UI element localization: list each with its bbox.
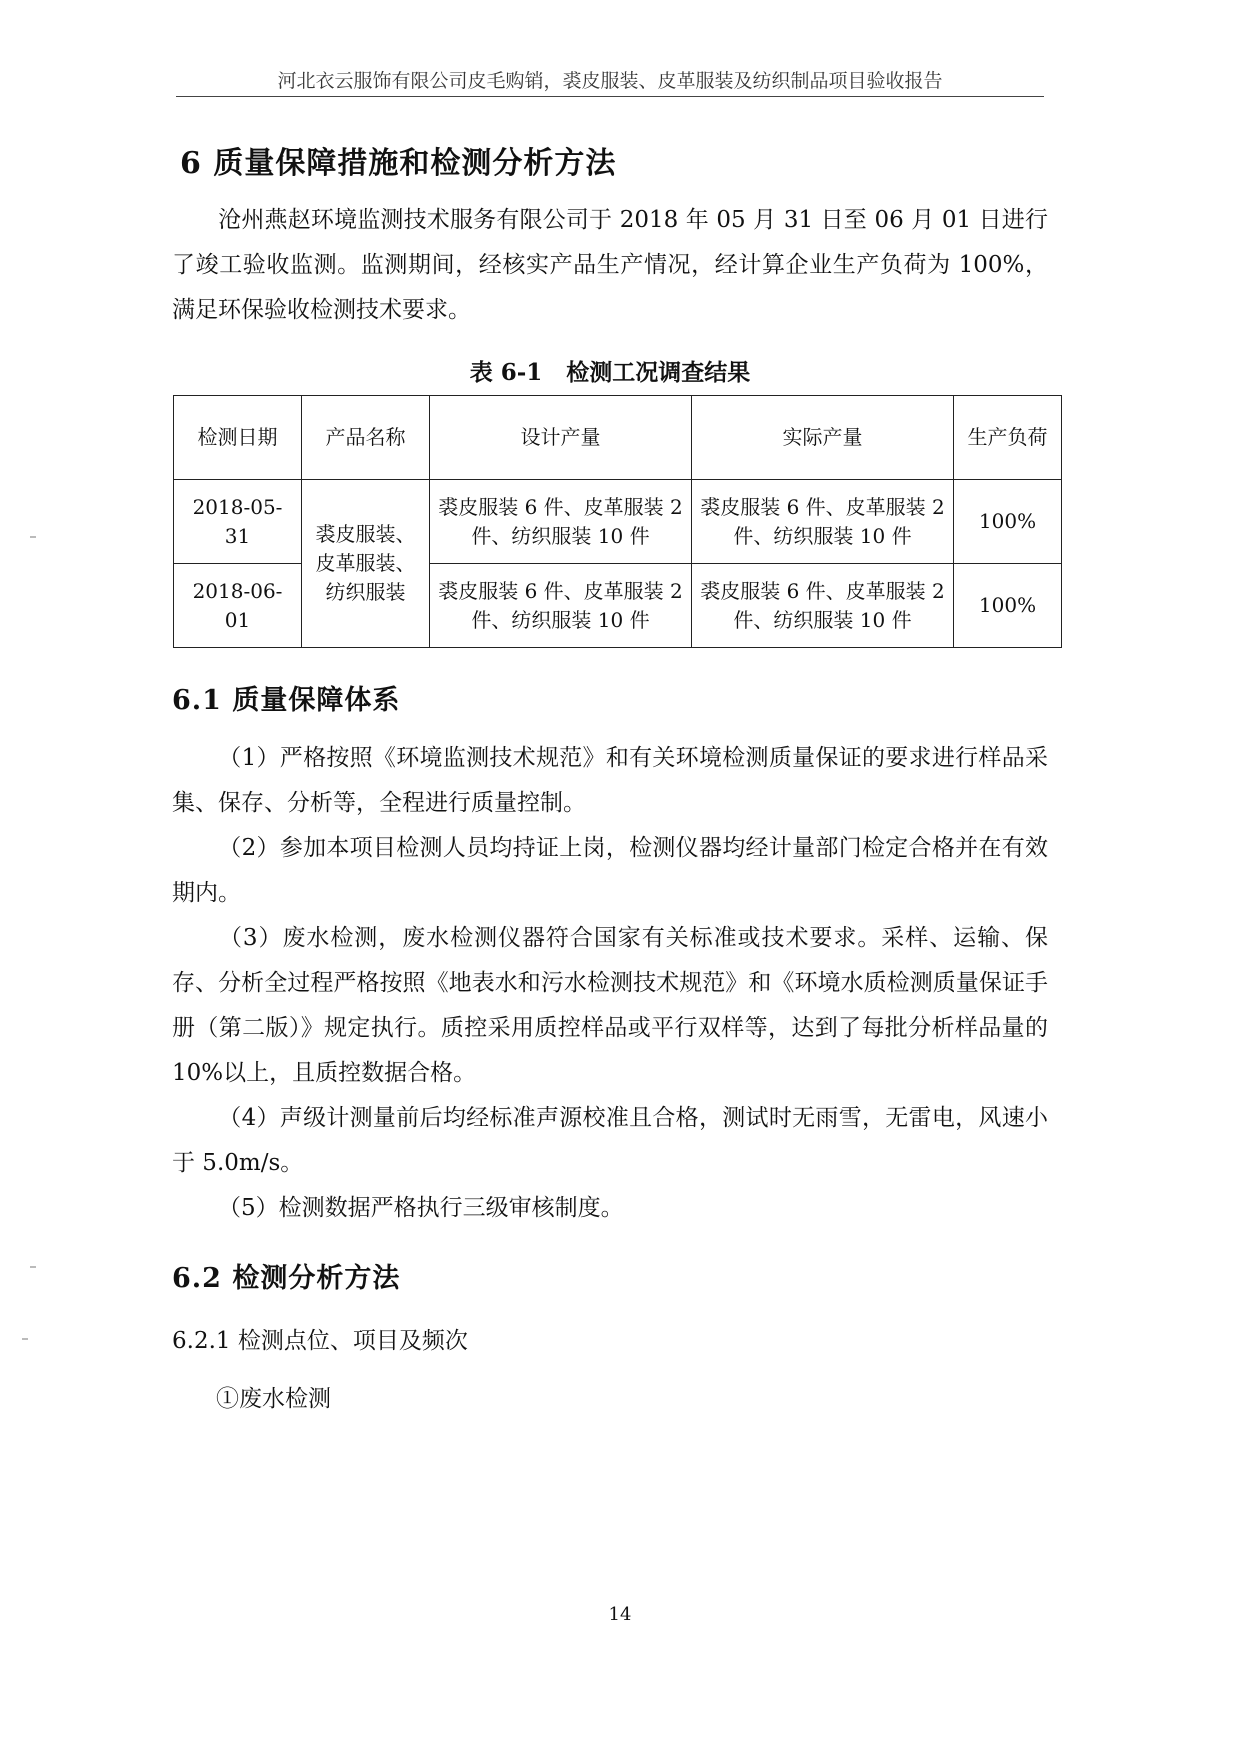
subsection-6-2-1-title: 6.2.1 检测点位、项目及频次	[172, 1328, 468, 1354]
cell-date: 2018-06-01	[174, 564, 302, 648]
section-6-2-title: 6.2 检测分析方法	[172, 1263, 401, 1294]
table-row	[174, 480, 1062, 564]
table-header-row	[174, 396, 1062, 480]
scan-mark	[30, 1266, 36, 1268]
header-design-output: 设计产量	[430, 396, 692, 480]
wastewater-item: ①废水检测	[216, 1386, 331, 1412]
page-number: 14	[608, 1604, 632, 1625]
list-item	[172, 916, 1048, 1096]
list-item	[172, 1096, 1048, 1186]
cell-design-output: 裘皮服装 6 件、皮革服装 2 件、纺织服装 10 件	[430, 564, 692, 648]
table-caption-title: 检测工况调查结果	[566, 359, 751, 386]
cell-load: 100%	[954, 564, 1062, 648]
intro-text: 沧州燕赵环境监测技术服务有限公司于 2018 年 05 月 31 日至 06 月 01 日进行了竣工验收监测。监测期间，经核实产品生产情况，经计算企业生产负荷为 100%，满足环保验收检测技术要求。	[172, 207, 1048, 323]
intro-paragraph	[172, 198, 1048, 333]
scan-mark	[30, 536, 36, 538]
cell-date: 2018-05-31	[174, 480, 302, 564]
header-actual-output: 实际产量	[692, 396, 954, 480]
section-6-1-title: 6.1 质量保障体系	[172, 685, 401, 716]
list-item-text: （5）检测数据严格执行三级审核制度。	[218, 1195, 624, 1221]
list-item-text: （4）声级计测量前后均经标准声源校准且合格，测试时无雨雪，无雷电，风速小于 5.0m/s。	[172, 1105, 1048, 1176]
list-item	[172, 1186, 1048, 1231]
scan-mark	[22, 1338, 28, 1340]
list-item	[172, 736, 1048, 826]
list-item-text: （2）参加本项目检测人员均持证上岗，检测仪器均经计量部门检定合格并在有效期内。	[172, 835, 1048, 906]
cell-design-output: 裘皮服装 6 件、皮革服装 2 件、纺织服装 10 件	[430, 480, 692, 564]
list-item	[172, 826, 1048, 916]
running-header: 河北衣云服饰有限公司皮毛购销，裘皮服装、皮革服装及纺织制品项目验收报告	[277, 70, 943, 92]
table-caption	[172, 354, 1048, 387]
header-rule	[176, 96, 1044, 97]
cell-actual-output: 裘皮服装 6 件、皮革服装 2 件、纺织服装 10 件	[692, 564, 954, 648]
list-item-text: （1）严格按照《环境监测技术规范》和有关环境检测质量保证的要求进行样品采集、保存、分析等，全程进行质量控制。	[172, 745, 1048, 816]
table-caption-number: 表 6-1	[469, 359, 543, 386]
section-title: 6 质量保障措施和检测分析方法	[180, 146, 617, 181]
list-item-text: （3）废水检测，废水检测仪器符合国家有关标准或技术要求。采样、运输、保存、分析全过程严格按照《地表水和污水检测技术规范》和《环境水质检测质量保证手册（第二版）》规定执行。质控采用质控样品或平行双样等，达到了每批分析样品量的 10%以上，且质控数据合格。	[172, 925, 1048, 1086]
cell-product-name: 裘皮服装、皮革服装、纺织服装	[302, 480, 430, 648]
cell-actual-output: 裘皮服装 6 件、皮革服装 2 件、纺织服装 10 件	[692, 480, 954, 564]
condition-survey-table	[173, 395, 1062, 648]
cell-load: 100%	[954, 480, 1062, 564]
header-load: 生产负荷	[954, 396, 1062, 480]
header-product: 产品名称	[302, 396, 430, 480]
header-date: 检测日期	[174, 396, 302, 480]
